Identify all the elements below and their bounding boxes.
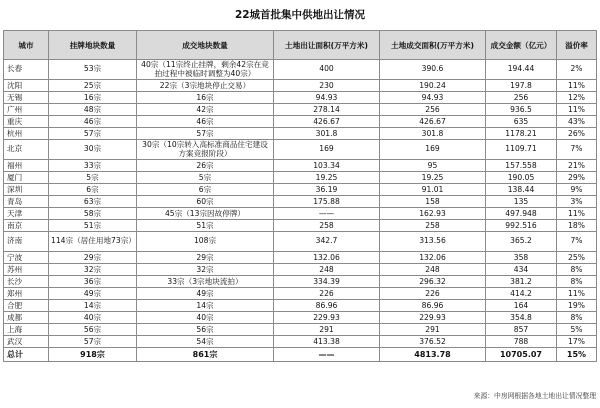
cell-area-listed: 248 (274, 264, 380, 276)
cell-area-listed: 278.14 (274, 104, 380, 116)
cell-premium: 11% (557, 80, 597, 92)
cell-amount: 256 (486, 92, 557, 104)
cell-city: 重庆 (4, 116, 49, 128)
cell-premium: 8% (557, 312, 597, 324)
cell-listed: 36宗 (49, 276, 137, 288)
cell-area-listed: 94.93 (274, 92, 380, 104)
table-row (4, 92, 597, 104)
cell-area-sold: 94.93 (380, 92, 486, 104)
cell-area-listed: 175.88 (274, 196, 380, 208)
cell-city: 长沙 (4, 276, 49, 288)
cell-area-listed: 169 (274, 140, 380, 160)
table-row (4, 208, 597, 220)
cell-amount: 164 (486, 300, 557, 312)
cell-sold: 30宗（10宗转入高标准商品住宅建设方案竞报阶段） (137, 140, 274, 160)
cell-listed: 6宗 (49, 184, 137, 196)
cell-listed: 25宗 (49, 80, 137, 92)
cell-listed: 114宗（居住用地73宗） (49, 232, 137, 252)
table-row (4, 252, 597, 264)
table-title: 22城首批集中供地出让情况 (234, 9, 366, 21)
cell-premium: 7% (557, 140, 597, 160)
cell-listed: 29宗 (49, 252, 137, 264)
cell-sold: 51宗 (137, 220, 274, 232)
total-amount: 10705.07 (486, 348, 557, 362)
cell-premium: 18% (557, 220, 597, 232)
cell-area-listed: 342.7 (274, 232, 380, 252)
cell-listed: 32宗 (49, 264, 137, 276)
total-sold: 861宗 (137, 348, 274, 362)
cell-area-sold: 190.24 (380, 80, 486, 92)
cell-area-listed: 86.96 (274, 300, 380, 312)
header-sold: 成交地块数量 (137, 31, 274, 60)
cell-area-listed: 226 (274, 288, 380, 300)
cell-sold: 5宗 (137, 172, 274, 184)
cell-area-listed: 291 (274, 324, 380, 336)
cell-sold: 33宗（3宗地块流拍） (137, 276, 274, 288)
cell-area-sold: 390.6 (380, 60, 486, 80)
cell-city: 南京 (4, 220, 49, 232)
header-row (4, 31, 597, 60)
table-row (4, 116, 597, 128)
cell-area-sold: 132.06 (380, 252, 486, 264)
cell-sold: 42宗 (137, 104, 274, 116)
cell-city: 沈阳 (4, 80, 49, 92)
table-row (4, 324, 597, 336)
cell-premium: 11% (557, 288, 597, 300)
cell-amount: 135 (486, 196, 557, 208)
cell-area-listed: 132.06 (274, 252, 380, 264)
cell-listed: 57宗 (49, 336, 137, 348)
cell-sold: 45宗（13宗因故停牌） (137, 208, 274, 220)
cell-city: 上海 (4, 324, 49, 336)
cell-listed: 46宗 (49, 116, 137, 128)
cell-city: 杭州 (4, 128, 49, 140)
cell-area-listed: 103.34 (274, 160, 380, 172)
cell-area-sold: 95 (380, 160, 486, 172)
cell-amount: 194.44 (486, 60, 557, 80)
table-row (4, 160, 597, 172)
cell-area-sold: 169 (380, 140, 486, 160)
cell-premium: 11% (557, 104, 597, 116)
cell-listed: 63宗 (49, 196, 137, 208)
cell-listed: 14宗 (49, 300, 137, 312)
cell-premium: 12% (557, 92, 597, 104)
cell-listed: 16宗 (49, 92, 137, 104)
cell-premium: 8% (557, 264, 597, 276)
cell-area-sold: 313.56 (380, 232, 486, 252)
cell-sold: 40宗（11宗终止挂牌，剩余42宗在竞拍过程中被临时调整为40宗） (137, 60, 274, 80)
cell-amount: 358 (486, 252, 557, 264)
cell-amount: 1109.71 (486, 140, 557, 160)
cell-sold: 56宗 (137, 324, 274, 336)
table-row (4, 172, 597, 184)
cell-area-sold: 226 (380, 288, 486, 300)
table-row (4, 128, 597, 140)
table-row (4, 232, 597, 252)
header-listed: 挂牌地块数量 (49, 31, 137, 60)
cell-city: 长春 (4, 60, 49, 80)
table-row (4, 336, 597, 348)
cell-sold: 29宗 (137, 252, 274, 264)
cell-premium: 11% (557, 208, 597, 220)
cell-area-listed: —— (274, 208, 380, 220)
total-row (4, 348, 597, 362)
cell-listed: 53宗 (49, 60, 137, 80)
cell-premium: 17% (557, 336, 597, 348)
total-area-listed: —— (274, 348, 380, 362)
cell-premium: 3% (557, 196, 597, 208)
cell-sold: 54宗 (137, 336, 274, 348)
cell-sold: 6宗 (137, 184, 274, 196)
cell-area-sold: 229.93 (380, 312, 486, 324)
cell-city: 郑州 (4, 288, 49, 300)
table-row (4, 312, 597, 324)
header-area-sold: 土地成交面积(万平方米) (380, 31, 486, 60)
cell-amount: 354.8 (486, 312, 557, 324)
header-city: 城市 (4, 31, 49, 60)
cell-city: 深圳 (4, 184, 49, 196)
cell-amount: 992.516 (486, 220, 557, 232)
cell-listed: 58宗 (49, 208, 137, 220)
cell-sold: 16宗 (137, 92, 274, 104)
cell-listed: 33宗 (49, 160, 137, 172)
cell-area-sold: 86.96 (380, 300, 486, 312)
cell-city: 北京 (4, 140, 49, 160)
total-listed: 918宗 (49, 348, 137, 362)
table-body (4, 60, 597, 362)
cell-city: 宁波 (4, 252, 49, 264)
cell-sold: 40宗 (137, 312, 274, 324)
cell-sold: 60宗 (137, 196, 274, 208)
cell-amount: 197.8 (486, 80, 557, 92)
cell-sold: 32宗 (137, 264, 274, 276)
cell-sold: 108宗 (137, 232, 274, 252)
table-row (4, 264, 597, 276)
cell-premium: 43% (557, 116, 597, 128)
cell-premium: 5% (557, 324, 597, 336)
cell-sold: 26宗 (137, 160, 274, 172)
cell-city: 武汉 (4, 336, 49, 348)
table-row (4, 276, 597, 288)
cell-amount: 381.2 (486, 276, 557, 288)
cell-amount: 635 (486, 116, 557, 128)
cell-area-listed: 19.25 (274, 172, 380, 184)
table-row (4, 184, 597, 196)
cell-premium: 21% (557, 160, 597, 172)
source-note: 来源：中房网根据各地土地出让情况整理 (473, 392, 596, 400)
cell-listed: 48宗 (49, 104, 137, 116)
cell-listed: 57宗 (49, 128, 137, 140)
cell-listed: 56宗 (49, 324, 137, 336)
cell-area-listed: 258 (274, 220, 380, 232)
cell-city: 成都 (4, 312, 49, 324)
table-row (4, 60, 597, 80)
table-row (4, 300, 597, 312)
cell-area-sold: 258 (380, 220, 486, 232)
header-amount: 成交金额（亿元） (486, 31, 557, 60)
cell-area-sold: 301.8 (380, 128, 486, 140)
cell-city: 天津 (4, 208, 49, 220)
cell-amount: 157.558 (486, 160, 557, 172)
table-row (4, 80, 597, 92)
table-row (4, 140, 597, 160)
cell-area-sold: 162.93 (380, 208, 486, 220)
cell-listed: 49宗 (49, 288, 137, 300)
cell-amount: 788 (486, 336, 557, 348)
cell-amount: 365.2 (486, 232, 557, 252)
cell-area-sold: 19.25 (380, 172, 486, 184)
cell-city: 苏州 (4, 264, 49, 276)
header-area-listed: 土地出让面积(万平方米) (274, 31, 380, 60)
cell-sold: 57宗 (137, 128, 274, 140)
cell-sold: 46宗 (137, 116, 274, 128)
cell-listed: 40宗 (49, 312, 137, 324)
total-area-sold: 4813.78 (380, 348, 486, 362)
cell-listed: 30宗 (49, 140, 137, 160)
cell-area-sold: 158 (380, 196, 486, 208)
cell-amount: 414.2 (486, 288, 557, 300)
cell-sold: 14宗 (137, 300, 274, 312)
cell-sold: 49宗 (137, 288, 274, 300)
cell-premium: 26% (557, 128, 597, 140)
cell-area-listed: 400 (274, 60, 380, 80)
table-row (4, 196, 597, 208)
cell-city: 广州 (4, 104, 49, 116)
cell-city: 福州 (4, 160, 49, 172)
cell-premium: 2% (557, 60, 597, 80)
cell-premium: 9% (557, 184, 597, 196)
cell-city: 厦门 (4, 172, 49, 184)
cell-premium: 25% (557, 252, 597, 264)
cell-city: 青岛 (4, 196, 49, 208)
cell-premium: 7% (557, 232, 597, 252)
header-premium: 溢价率 (557, 31, 597, 60)
cell-listed: 51宗 (49, 220, 137, 232)
table-row (4, 104, 597, 116)
cell-area-sold: 426.67 (380, 116, 486, 128)
cell-area-listed: 230 (274, 80, 380, 92)
cell-area-sold: 376.52 (380, 336, 486, 348)
table-row (4, 220, 597, 232)
land-supply-table (3, 30, 597, 362)
cell-area-sold: 91.01 (380, 184, 486, 196)
total-city: 总计 (4, 348, 49, 362)
cell-amount: 936.5 (486, 104, 557, 116)
cell-area-listed: 413.38 (274, 336, 380, 348)
cell-amount: 497.948 (486, 208, 557, 220)
cell-area-sold: 256 (380, 104, 486, 116)
cell-city: 无锡 (4, 92, 49, 104)
cell-amount: 434 (486, 264, 557, 276)
table-row (4, 288, 597, 300)
cell-premium: 8% (557, 276, 597, 288)
cell-area-listed: 36.19 (274, 184, 380, 196)
total-premium: 15% (557, 348, 597, 362)
cell-area-sold: 296.32 (380, 276, 486, 288)
cell-area-sold: 291 (380, 324, 486, 336)
cell-amount: 1178.21 (486, 128, 557, 140)
cell-amount: 138.44 (486, 184, 557, 196)
cell-area-sold: 248 (380, 264, 486, 276)
cell-area-listed: 301.8 (274, 128, 380, 140)
cell-sold: 22宗（3宗地块停止交易） (137, 80, 274, 92)
cell-city: 济南 (4, 232, 49, 252)
cell-area-listed: 426.67 (274, 116, 380, 128)
cell-area-listed: 334.39 (274, 276, 380, 288)
cell-amount: 190.05 (486, 172, 557, 184)
cell-amount: 857 (486, 324, 557, 336)
cell-area-listed: 229.93 (274, 312, 380, 324)
cell-city: 合肥 (4, 300, 49, 312)
cell-premium: 19% (557, 300, 597, 312)
cell-premium: 29% (557, 172, 597, 184)
cell-listed: 5宗 (49, 172, 137, 184)
